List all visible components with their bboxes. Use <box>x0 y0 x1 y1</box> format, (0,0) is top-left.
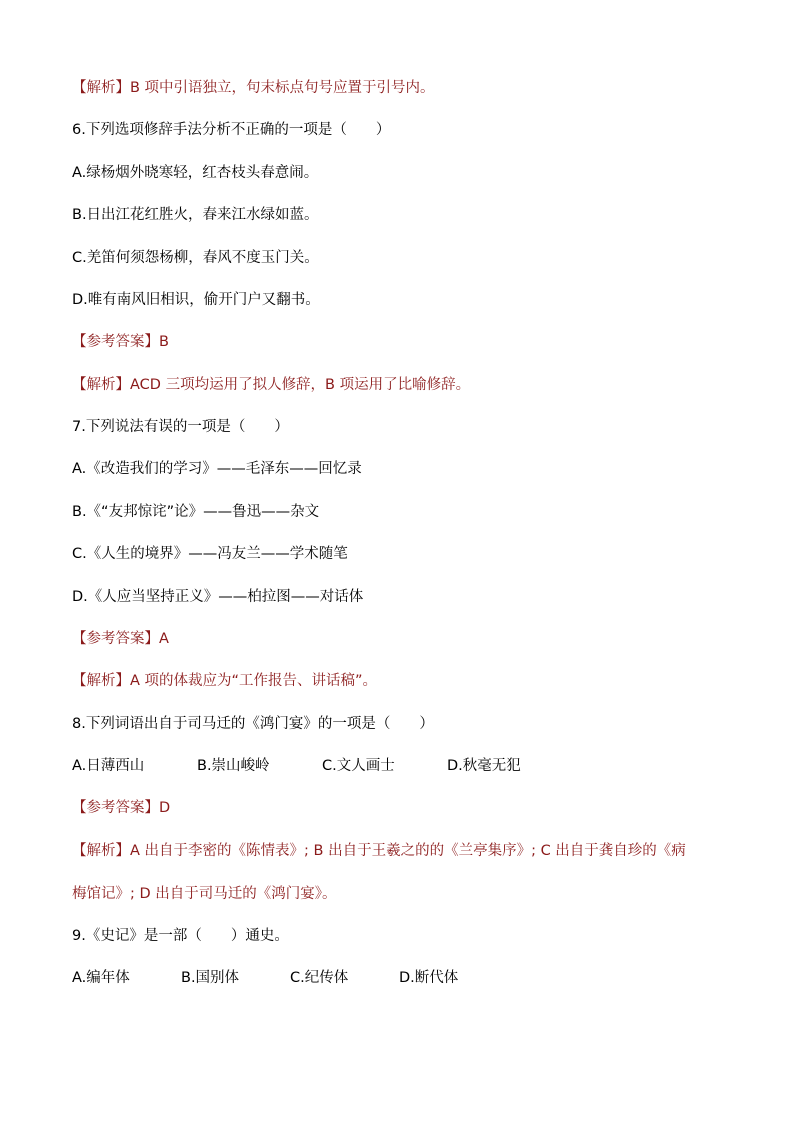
q6-option-a: A.绿杨烟外晓寒轻，红杏枝头春意闹。 <box>72 165 319 181</box>
answer-tag: 【参考答案】 <box>72 631 159 647</box>
q7-option-d: D.《人应当坚持正义》——柏拉图——对话体 <box>72 589 364 605</box>
answer-value: D <box>159 800 171 816</box>
q8-option-b: B.崇山峻岭 <box>197 758 270 774</box>
q7-option-c: C.《人生的境界》——冯友兰——学术随笔 <box>72 546 348 562</box>
analysis-tag: 【解析】 <box>72 377 130 393</box>
q9-option-c: C.纪传体 <box>290 970 349 986</box>
q7-option-b: B.《“友邦惊诧”论》——鲁迅——杂文 <box>72 504 320 520</box>
q7-stem: 7.下列说法有误的一项是（ ） <box>72 419 289 435</box>
q9-stem: 9.《史记》是一部（ ）通史。 <box>72 928 289 944</box>
answer-tag: 【参考答案】 <box>72 334 159 350</box>
q6-option-b: B.日出江花红胜火，春来江水绿如蓝。 <box>72 207 319 223</box>
q5-analysis <box>72 78 435 98</box>
analysis-tag: 【解析】 <box>72 843 130 859</box>
answer-value: B <box>159 334 169 350</box>
q8-analysis-line2: 梅馆记》; D 出自于司马迁的《鸿门宴》。 <box>72 886 337 902</box>
q6-analysis <box>72 375 470 395</box>
analysis-text: ACD 三项均运用了拟人修辞，B 项运用了比喻修辞。 <box>130 377 471 393</box>
answer-tag: 【参考答案】 <box>72 800 159 816</box>
q9-option-d: D.断代体 <box>399 970 459 986</box>
q9-option-a: A.编年体 <box>72 970 130 986</box>
q9-option-b: B.国别体 <box>181 970 240 986</box>
q6-option-c: C.羌笛何须怨杨柳，春风不度玉门关。 <box>72 250 319 266</box>
q8-analysis-line1 <box>72 841 686 861</box>
analysis-text: A 出自于李密的《陈情表》; B 出自于王羲之的的《兰亭集序》; C 出自于龚自珍的《病 <box>130 843 686 859</box>
q7-option-a: A.《改造我们的学习》——毛泽东——回忆录 <box>72 461 362 477</box>
q8-option-c: C.文人画士 <box>322 758 395 774</box>
q8-option-a: A.日薄西山 <box>72 758 145 774</box>
q7-analysis <box>72 671 377 691</box>
analysis-tag: 【解析】 <box>72 673 130 689</box>
q8-stem: 8.下列词语出自于司马迁的《鸿门宴》的一项是（ ） <box>72 716 434 732</box>
analysis-text: B 项中引语独立，句末标点句号应置于引号内。 <box>130 80 435 96</box>
q8-option-d: D.秋毫无犯 <box>447 758 521 774</box>
q8-answer <box>72 798 170 818</box>
q6-answer <box>72 332 169 352</box>
q6-stem: 6.下列选项修辞手法分析不正确的一项是（ ） <box>72 122 391 138</box>
q6-option-d: D.唯有南风旧相识，偷开门户又翻书。 <box>72 292 320 308</box>
answer-value: A <box>159 631 169 647</box>
analysis-tag: 【解析】 <box>72 80 130 96</box>
analysis-text: A 项的体裁应为“工作报告、讲话稿”。 <box>130 673 378 689</box>
q7-answer <box>72 629 169 649</box>
